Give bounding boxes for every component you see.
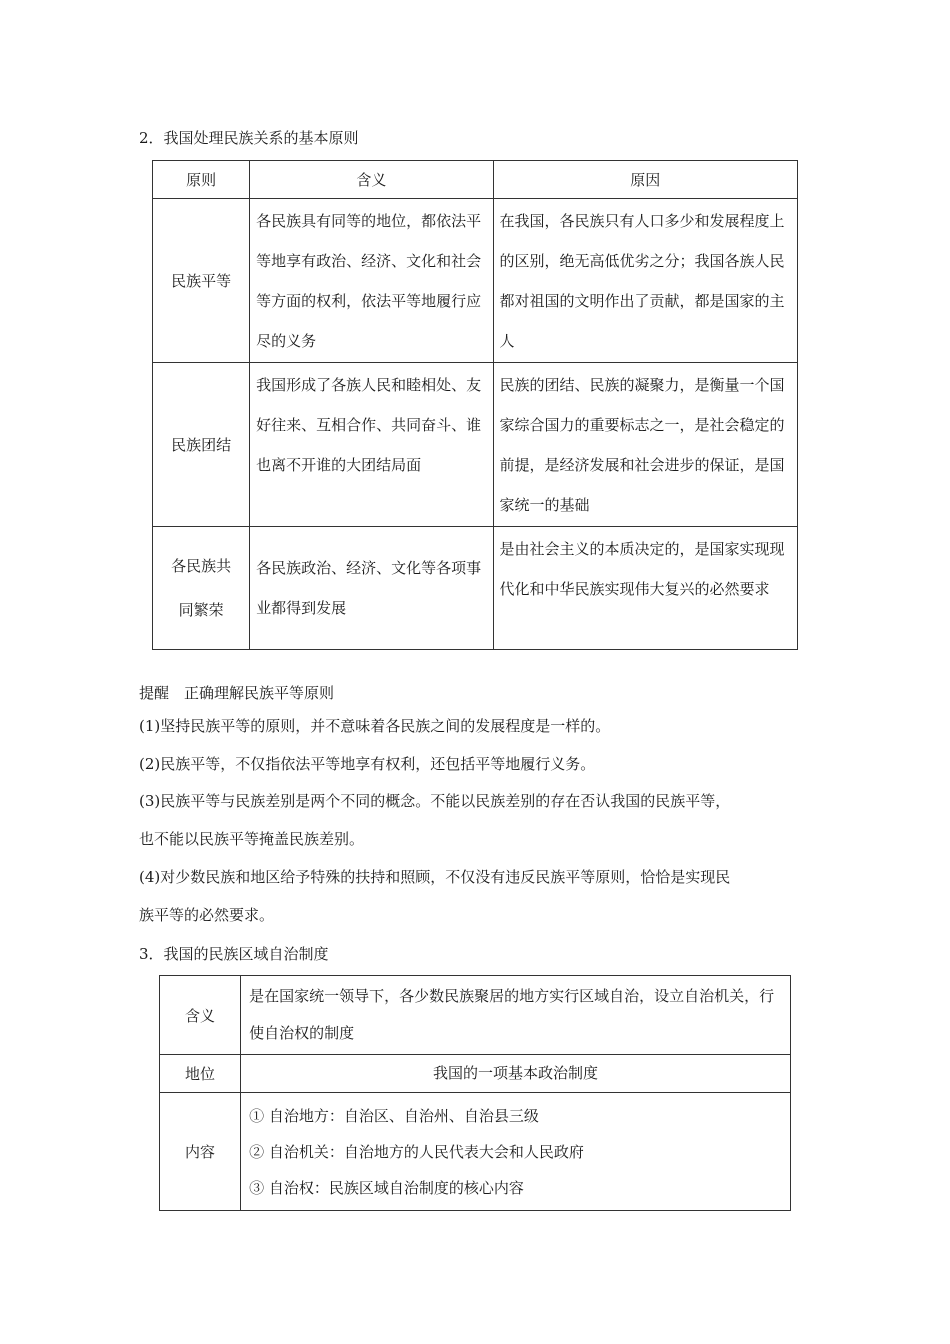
- table-row: [153, 199, 798, 363]
- reminder-item: 也不能以民族平等掩盖民族差别。: [139, 830, 365, 848]
- content-line: ① 自治地方：自治区、自治州、自治县三级: [249, 1106, 539, 1125]
- table-row: [153, 527, 798, 650]
- meaning-cell: 各民族具有同等的地位，都依法平等地享有政治、经济、文化和社会等方面的权利，依法平等地履行应尽的义务: [250, 199, 493, 363]
- meaning-cell: 各民族政治、经济、文化等各项事业都得到发展: [250, 527, 493, 650]
- table-row: [160, 1093, 791, 1211]
- reminder-item: (1)坚持民族平等的原则，并不意味着各民族之间的发展程度是一样的。: [139, 717, 611, 735]
- reminder-item: 族平等的必然要求。: [139, 906, 275, 924]
- regional-autonomy-table: [159, 975, 791, 1211]
- content-line: ② 自治机关：自治地方的人民代表大会和人民政府: [249, 1142, 584, 1161]
- section-2-heading: 2．我国处理民族关系的基本原则: [139, 129, 359, 147]
- reason-cell: 是由社会主义的本质决定的，是国家实现现代化和中华民族实现伟大复兴的必然要求: [493, 527, 797, 650]
- reason-cell: 在我国，各民族只有人口多少和发展程度上的区别，绝无高低优劣之分；我国各族人民都对祖国的文明作出了贡献，都是国家的主人: [493, 199, 797, 363]
- table-row: [160, 976, 791, 1055]
- table-header-row: [153, 161, 798, 199]
- reminder-title: 提醒 正确理解民族平等原则: [139, 684, 335, 702]
- row-key: 内容: [160, 1093, 241, 1211]
- ethnic-principles-table: [152, 160, 798, 650]
- reminder-item: (4)对少数民族和地区给予特殊的扶持和照顾，不仅没有违反民族平等原则，恰恰是实现民: [139, 868, 731, 886]
- row-key: 地位: [160, 1055, 241, 1093]
- table-row: [160, 1055, 791, 1093]
- reason-cell: 民族的团结、民族的凝聚力，是衡量一个国家综合国力的重要标志之一，是社会稳定的前提，是经济发展和社会进步的保证，是国家统一的基础: [493, 363, 797, 527]
- section-3-heading: 3．我国的民族区域自治制度: [139, 945, 329, 963]
- row-value: [241, 1093, 791, 1211]
- header-meaning: 含义: [250, 161, 493, 199]
- meaning-cell: 我国形成了各族人民和睦相处、友好往来、互相合作、共同奋斗、谁也离不开谁的大团结局面: [250, 363, 493, 527]
- content-line: ③ 自治权：民族区域自治制度的核心内容: [249, 1178, 524, 1197]
- header-principle: 原则: [153, 161, 250, 199]
- reminder-item: (3)民族平等与民族差别是两个不同的概念。不能以民族差别的存在否认我国的民族平等，: [139, 792, 731, 810]
- header-reason: 原因: [493, 161, 797, 199]
- row-value: 我国的一项基本政治制度: [241, 1055, 791, 1093]
- principle-cell: 民族平等: [153, 199, 250, 363]
- principle-cell: 民族团结: [153, 363, 250, 527]
- principle-cell: 各民族共同繁荣: [153, 527, 250, 650]
- reminder-item: (2)民族平等，不仅指依法平等地享有权利，还包括平等地履行义务。: [139, 755, 596, 773]
- row-value: 是在国家统一领导下，各少数民族聚居的地方实行区域自治，设立自治机关，行使自治权的制度: [241, 976, 791, 1055]
- table-row: [153, 363, 798, 527]
- row-key: 含义: [160, 976, 241, 1055]
